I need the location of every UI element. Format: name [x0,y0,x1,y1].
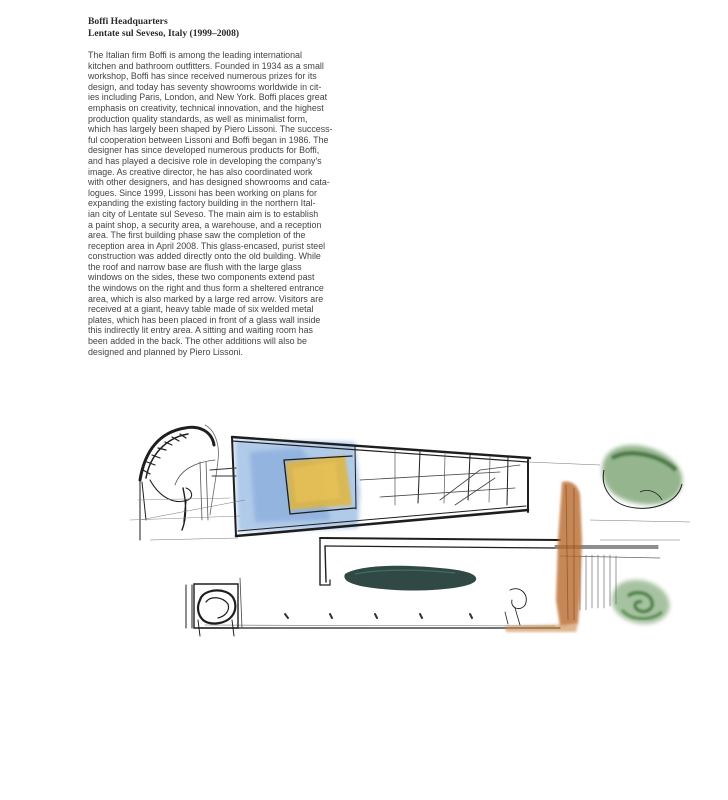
body-line: and has played a decisive role in developing the company's [88,155,322,166]
body-line: The Italian firm Boffi is among the leading international [88,50,302,60]
body-line: reception area in April 2008. This glass-encased, purist steel [88,240,326,251]
wood-element [505,482,582,632]
body-line: a paint shop, a security area, a warehouse, and a reception [88,219,322,230]
body-line: design, and today has seventy showrooms worldwide in cit- [88,81,322,92]
body-line: the roof and narrow base are flush with the large glass [88,261,302,272]
tree-top [602,445,682,508]
body-line: area, which is also marked by a large red arrow. Visitors are [88,293,324,304]
body-line: been added in the back. The other additions will also be [88,336,307,347]
body-line: production quality standards, as well as minimalist form, [88,113,308,124]
curved-structure [130,425,240,540]
body-line: expanding the existing factory building in the northern Ital- [88,198,316,209]
body-line: ies including Paris, London, and New York. Boffi places great [88,92,328,103]
body-line: ful cooperation between Lissoni and Boffi began in 1986. The [88,134,329,145]
glass-pavilion [200,437,530,536]
body-line: the windows on the right and thus form a sheltered entrance [88,283,324,294]
seat-sketch [194,584,238,636]
body-line: plates, which has been placed in front of a glass wall inside [88,314,321,325]
body-line: this indirectly lit entry area. A sitting and waiting room has [88,325,313,336]
body-line: with other designers, and has designed showrooms and cata- [88,177,330,188]
article-title: Boffi Headquarters [88,16,168,27]
body-line: workshop, Boffi has since received numerous prizes for its [88,71,317,82]
body-line: construction was added directly onto the old building. While [88,251,321,262]
body-line: which has largely been shaped by Piero Lissoni. The success- [88,124,333,135]
body-line: windows on the sides, these two components extend past [88,272,315,283]
body-line: kitchen and bathroom outfitters. Founded in 1934 as a small [88,60,324,71]
article-subtitle: Lentate sul Seveso, Italy (1999–2008) [88,28,240,39]
body-line: designer has since developed numerous products for Boffi, [88,145,320,156]
body-line: area. The first building phase saw the completion of the [88,230,306,241]
body-line: received at a giant, heavy table made of six welded metal [88,304,314,315]
body-line: logues. Since 1999, Lissoni has been working on plans for [88,187,317,198]
body-line: image. As creative director, he has also coordinated work [88,166,313,177]
body-line: designed and planned by Piero Lissoni. [88,346,243,357]
tree-bottom [612,580,670,624]
reception-table [344,566,476,591]
body-line: ian city of Lentate sul Seveso. The main aim is to establish [88,208,319,219]
body-line: emphasis on creativity, technical innovation, and the highest [88,102,324,113]
